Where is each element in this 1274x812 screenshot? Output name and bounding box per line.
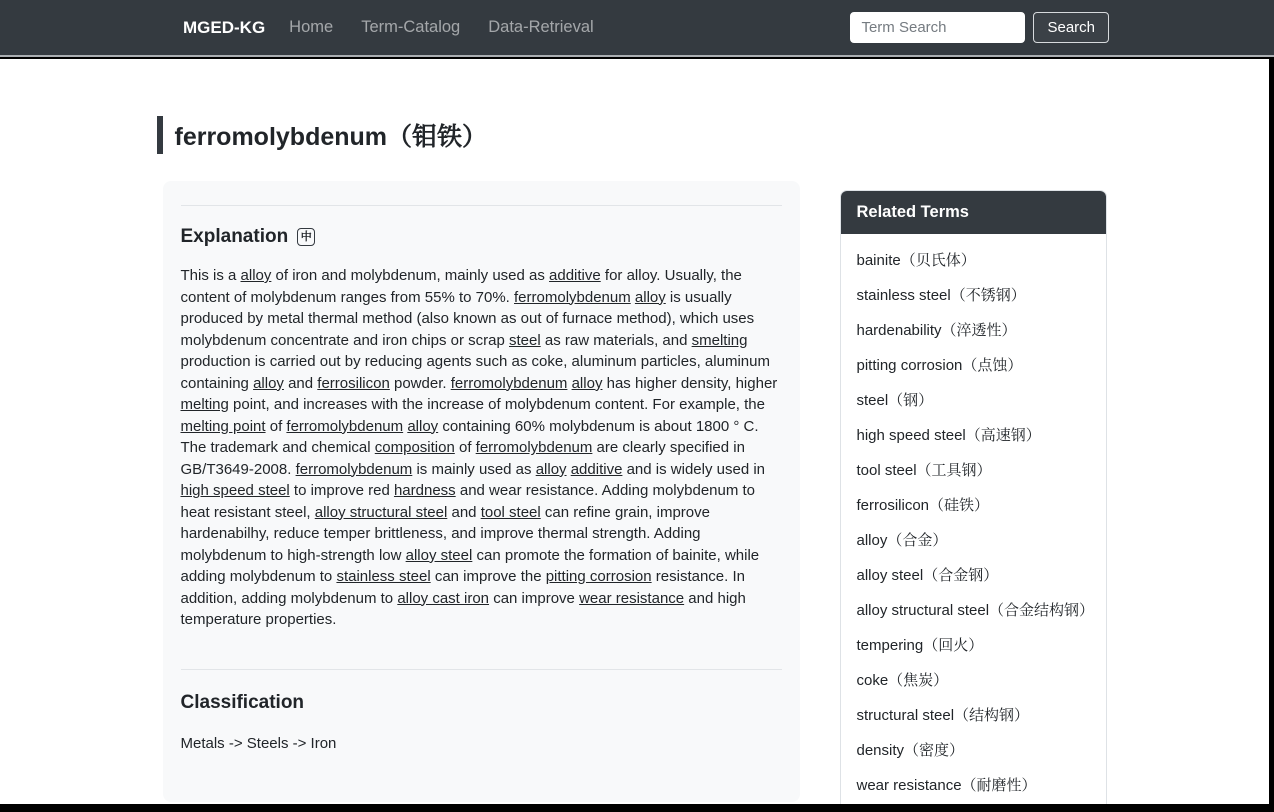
nav-item	[279, 10, 351, 45]
nav-links	[279, 10, 612, 45]
explanation-heading-label: Explanation	[180, 226, 289, 247]
related-term-item[interactable]: coke（焦炭）	[856, 672, 949, 689]
term-link[interactable]: additive	[549, 267, 601, 284]
divider	[181, 205, 782, 206]
search-button[interactable]: Search	[1033, 12, 1109, 43]
explanation-text-segment: powder.	[389, 374, 451, 392]
term-link[interactable]: alloy structural steel	[314, 503, 448, 521]
navbar	[0, 0, 1274, 57]
nav-item	[478, 10, 611, 45]
term-link[interactable]: ferromolybdenum	[475, 439, 593, 457]
navbar-container	[165, 10, 1109, 45]
term-link[interactable]: composition	[374, 439, 455, 457]
term-link[interactable]: alloy	[634, 288, 666, 306]
page-body	[0, 59, 1269, 804]
term-link[interactable]: tool steel	[480, 503, 541, 521]
explanation-heading	[181, 226, 782, 248]
term-link[interactable]: ferromolybdenum	[286, 417, 404, 435]
term-link[interactable]: ferromolybdenum	[450, 374, 568, 392]
explanation-text-segment: and	[283, 374, 318, 392]
related-terms-list	[841, 234, 1106, 804]
content-container	[163, 116, 1107, 804]
nav-item	[351, 10, 478, 45]
related-term-item[interactable]: bainite（贝氏体）	[856, 252, 976, 269]
explanation-text-segment: and	[447, 503, 481, 521]
related-terms-card	[840, 190, 1107, 804]
explanation-text-segment: and is widely used in	[622, 460, 766, 478]
content-row	[163, 181, 1107, 804]
explanation-text-segment: can improve the	[430, 568, 546, 586]
related-term-item[interactable]: alloy structural steel（合金结构钢）	[856, 602, 1095, 619]
title-accent-bar	[157, 116, 163, 154]
classification-path: Metals -> Steels -> Iron	[180, 734, 337, 752]
term-link[interactable]: ferromolybdenum	[295, 460, 413, 478]
related-term-item[interactable]: density（密度）	[856, 742, 965, 759]
explanation-text-segment: is mainly used as	[412, 460, 536, 478]
term-link[interactable]: melting	[180, 396, 229, 414]
term-link[interactable]: smelting	[691, 331, 748, 349]
explanation-text-segment: and wear resistance. Adding molybdenum to heat resistant steel,	[180, 482, 756, 521]
nav-link[interactable]: Data-Retrieval	[488, 18, 594, 36]
explanation-text-segment: is usually produced by metal thermal method (also known as out of furnace method), which uses molybdenum concentrate and iron chips or scrap	[180, 288, 755, 349]
term-link[interactable]: alloy	[407, 417, 439, 435]
related-term-item[interactable]: tempering（回火）	[856, 637, 984, 654]
related-term-item[interactable]: alloy steel（合金钢）	[856, 567, 999, 584]
chinese-translate-icon[interactable]: 中	[297, 228, 315, 246]
term-link[interactable]: pitting corrosion	[545, 568, 652, 586]
explanation-text-segment: for alloy. Usually, the content of molybdenum ranges from 55% to 70%.	[180, 267, 742, 306]
explanation-text-segment: has higher density, higher	[602, 374, 778, 392]
term-link[interactable]: hardness	[393, 482, 456, 500]
search-form	[850, 12, 1109, 43]
nav-link[interactable]: Term-Catalog	[361, 18, 461, 36]
term-link[interactable]: alloy	[240, 267, 272, 284]
term-link[interactable]: ferromolybdenum	[514, 288, 631, 306]
term-detail-card	[163, 181, 800, 802]
explanation-text-segment: are clearly specified in GB/T3649-2008.	[180, 439, 745, 478]
explanation-text-segment: point, and increases with the increase of molybdenum content. For example, the	[228, 396, 765, 414]
explanation-text-segment: of	[454, 439, 476, 457]
term-link[interactable]: additive	[570, 460, 623, 478]
explanation-text	[181, 265, 782, 631]
term-link[interactable]: melting point	[180, 417, 266, 435]
related-term-item[interactable]: hardenability（淬透性）	[856, 322, 1017, 339]
related-term-item[interactable]: high speed steel（高速钢）	[856, 427, 1041, 444]
classification-heading: Classification	[180, 691, 305, 713]
explanation-text-segment: can improve	[489, 589, 580, 607]
explanation-text-segment: as raw materials, and	[540, 331, 692, 349]
related-term-item[interactable]: ferrosilicon（硅铁）	[856, 497, 990, 514]
explanation-text-segment: This is a	[180, 267, 241, 284]
term-link[interactable]: alloy	[253, 374, 284, 392]
explanation-text-segment: of iron and molybdenum, mainly used as	[271, 267, 550, 284]
term-link[interactable]: alloy steel	[405, 546, 473, 564]
term-link[interactable]: steel	[509, 331, 541, 349]
explanation-text-segment: of	[265, 417, 287, 435]
brand-logo[interactable]: MGED-KG	[183, 17, 266, 37]
explanation-text-segment: can refine grain, improve hardenabilhy, reduce temper brittleness, and improve thermal strength. Adding molybdenum to high-strength low	[180, 503, 710, 564]
related-term-item[interactable]: tool steel（工具钢）	[856, 462, 992, 479]
page-title: ferromolybdenum（钼铁）	[174, 123, 488, 151]
explanation-text-segment: resistance. In addition, adding molybdenum to	[180, 568, 745, 607]
term-link[interactable]: wear resistance	[579, 589, 685, 607]
nav-link[interactable]: Home	[289, 18, 334, 36]
related-term-item[interactable]: steel（钢）	[856, 392, 934, 409]
term-link[interactable]: alloy cast iron	[397, 589, 490, 607]
related-terms-header: Related Terms	[841, 191, 1106, 234]
term-link[interactable]: alloy	[535, 460, 567, 478]
page-title-row	[157, 116, 1107, 154]
explanation-text-segment: containing 60% molybdenum is about 1800 ° C. The trademark and chemical	[180, 417, 759, 457]
explanation-text-segment: can promote the formation of bainite, while adding molybdenum to	[180, 546, 760, 586]
related-term-item[interactable]: pitting corrosion（点蚀）	[856, 357, 1023, 374]
term-link[interactable]: ferrosilicon	[317, 374, 390, 392]
explanation-text-segment: to improve red	[289, 482, 394, 500]
term-link[interactable]: stainless steel	[336, 568, 431, 586]
explanation-text-segment: and high temperature properties.	[180, 589, 746, 629]
related-term-item[interactable]: stainless steel（不锈钢）	[856, 287, 1026, 304]
term-link[interactable]: high speed steel	[180, 482, 290, 500]
related-term-item[interactable]: alloy（合金）	[856, 532, 948, 549]
term-search-input[interactable]	[850, 12, 1025, 43]
term-link[interactable]: alloy	[571, 374, 603, 392]
divider	[181, 669, 782, 670]
explanation-text-segment: production is carried out by reducing agents such as coke, aluminum particles, aluminum containing	[180, 353, 770, 392]
related-term-item[interactable]: wear resistance（耐磨性）	[856, 777, 1037, 794]
related-term-item[interactable]: structural steel（结构钢）	[856, 707, 1030, 724]
